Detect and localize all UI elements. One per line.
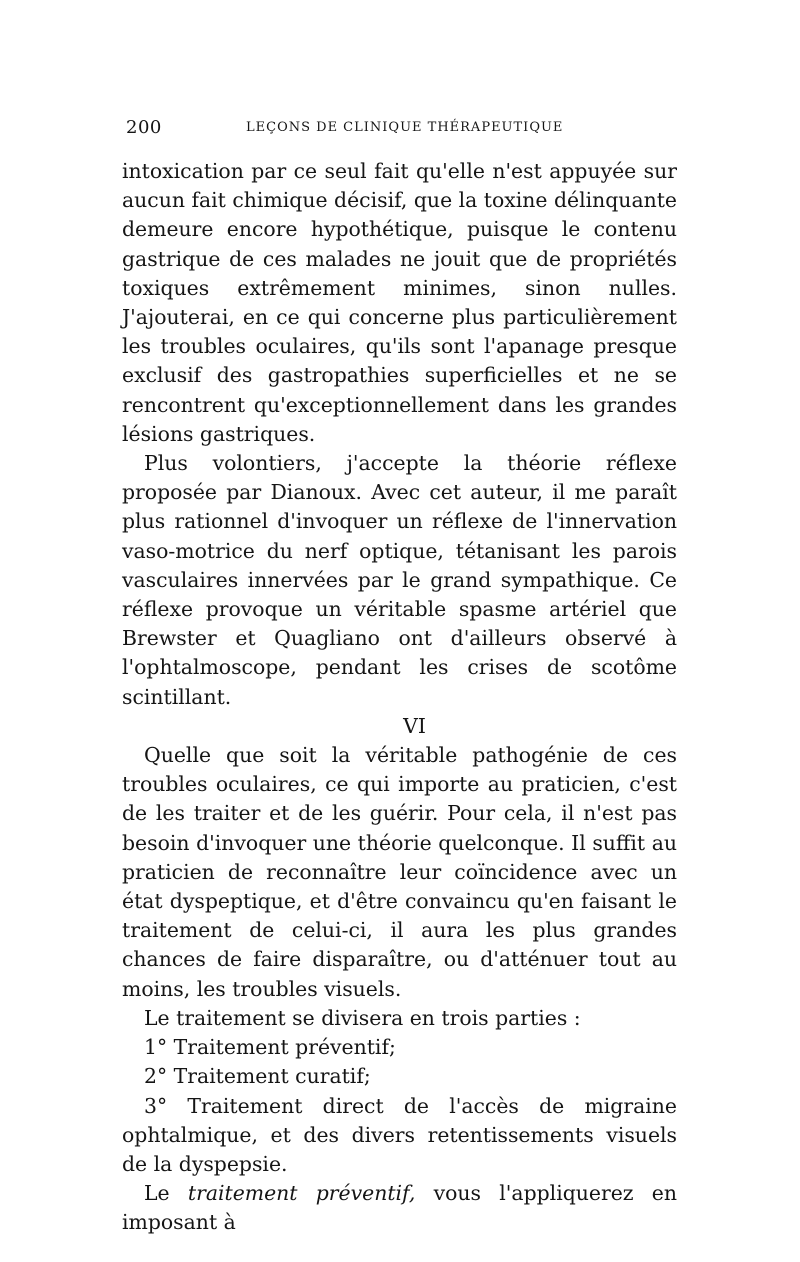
- running-header: [122, 117, 677, 145]
- paragraph-5: [122, 1179, 677, 1237]
- paragraph-5-start: Le: [144, 1181, 188, 1206]
- book-page: [122, 117, 677, 1238]
- paragraph-3: Quelle que soit la véritable pathogénie de ces troubles oculaires, ce qui importe au praticien, c'est de les traiter et de les guérir. Pour cela, il n'est pas besoin d'invoquer une théorie quelconque. Il suffit au praticien de reconnaître leur coïncidence avec un état dyspeptique, et d'être convaincu qu'en faisant le traitement de celui-ci, il aura les plus grandes chances de faire disparaître, ou d'atténuer tout au moins, les troubles visuels.: [122, 743, 677, 1001]
- paragraph-5-italic: traitement préventif,: [187, 1181, 416, 1206]
- list-item-2: 2° Traitement curatif;: [144, 1064, 371, 1089]
- paragraph-4: Le traitement se divisera en trois parties :: [144, 1005, 581, 1030]
- paragraph-2: Plus volontiers, j'accepte la théorie réflexe proposée par Dianoux. Avec cet auteur, il me paraît plus rationnel d'invoquer un réflexe de l'innervation vaso-motrice du nerf optique, tétanisant les parois vasculaires innervées par le grand sympathique. Ce réflexe provoque un véritable spasme artériel que Brewster et Quagliano ont d'ailleurs observé à l'ophtalmoscope, pendant les crises de scotôme scintillant.: [122, 451, 677, 709]
- list-item-1: 1° Traitement préventif;: [144, 1035, 396, 1060]
- list-item-3: 3° Traitement direct de l'accès de migraine ophtalmique, et des divers retentissements visuels de la dyspepsie.: [122, 1093, 677, 1176]
- paragraph-5-end: vous l'appliquerez en imposant à: [122, 1181, 677, 1235]
- paragraph-1: intoxication par ce seul fait qu'elle n'est appuyée sur aucun fait chimique décisif, que la toxine délinquante demeure encore hypothétique, puisque le contenu gastrique de ces malades ne jouit que de propriétés toxiques extrêmement minimes, sinon nulles. J'ajouterai, en ce qui concerne plus particulièrement les troubles oculaires, qu'ils sont l'apanage presque exclusif des gastropathies superficielles et ne se rencontrent qu'exceptionnellement dans les grandes lésions gastriques.: [122, 159, 677, 446]
- running-title: LEÇONS DE CLINIQUE THÉRAPEUTIQUE: [246, 120, 564, 135]
- page-number: 200: [126, 117, 162, 138]
- body-text: [122, 157, 677, 1238]
- section-heading: VI: [403, 713, 426, 738]
